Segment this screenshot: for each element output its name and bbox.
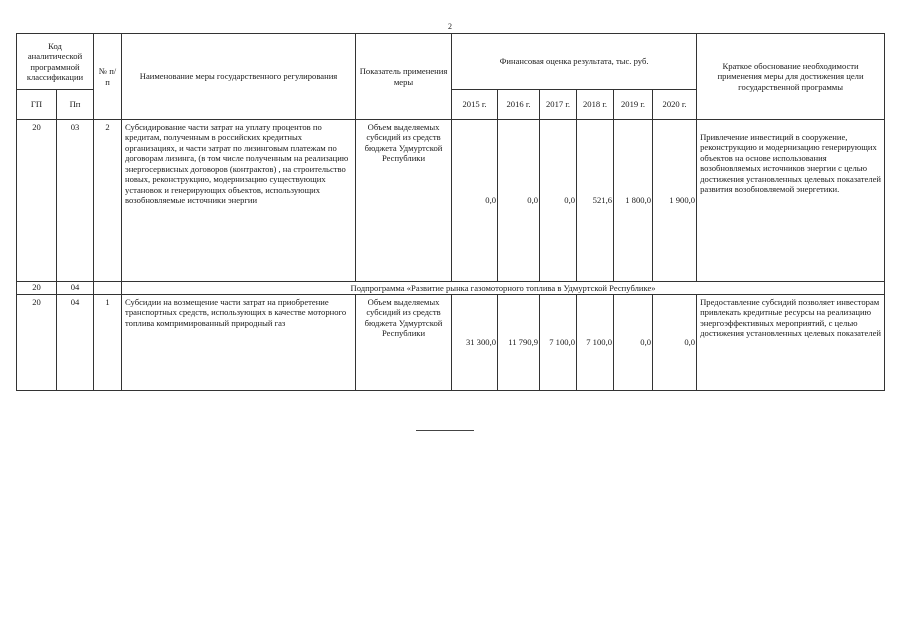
indicator-header: Показатель применения меры bbox=[356, 34, 452, 120]
table-row bbox=[17, 120, 885, 282]
value-cell: 0,0 bbox=[498, 120, 540, 282]
num-cell: 2 bbox=[94, 120, 122, 282]
year-header: 2017 г. bbox=[540, 90, 577, 120]
value-cell: 11 790,9 bbox=[498, 295, 540, 391]
measures-table bbox=[16, 33, 885, 391]
value-cell: 0,0 bbox=[614, 295, 653, 391]
value-cell: 1 800,0 bbox=[614, 120, 653, 282]
value-cell: 1 900,0 bbox=[653, 120, 697, 282]
pp-cell: 04 bbox=[57, 282, 94, 295]
year-header: 2016 г. bbox=[498, 90, 540, 120]
value-cell: 31 300,0 bbox=[452, 295, 498, 391]
measure-cell: Субсидирование части затрат на уплату процентов по кредитам, полученным в российских кредитных организациях, и части затрат по лизинговым платежам по договорам лизинга, (в том числе полученным на реализацию энергосервисных договоров (контрактов) , на строительство новых, реконструкцию, модернизацию существующих установок и генерирующих объектов, использующих возобновляемые источники энергии bbox=[122, 120, 356, 282]
table-row bbox=[17, 295, 885, 391]
value-cell: 0,0 bbox=[452, 120, 498, 282]
rationale-header: Краткое обоснование необходимости применения меры для достижения цели государственной программы bbox=[697, 34, 885, 120]
num-header: № п/п bbox=[94, 34, 122, 120]
indicator-cell: Объем выделяемых субсидий из средств бюджета Удмуртской Республики bbox=[356, 120, 452, 282]
measure-header: Наименование меры государственного регулирования bbox=[122, 34, 356, 120]
gp-cell: 20 bbox=[17, 120, 57, 282]
subprogram-row bbox=[17, 282, 885, 295]
finance-header: Финансовая оценка результата, тыс. руб. bbox=[452, 34, 697, 90]
code-header: Код аналитической программной классификации bbox=[17, 34, 94, 90]
value-cell: 7 100,0 bbox=[540, 295, 577, 391]
gp-cell: 20 bbox=[17, 282, 57, 295]
measure-cell: Субсидии на возмещение части затрат на приобретение транспортных средств, использующих в качестве моторного топлива компримированный природный газ bbox=[122, 295, 356, 391]
subprogram-title: Подпрограмма «Развитие рынка газомоторного топлива в Удмуртской Республике» bbox=[122, 282, 885, 295]
num-cell: 1 bbox=[94, 295, 122, 391]
end-divider bbox=[416, 430, 474, 431]
year-header: 2018 г. bbox=[577, 90, 614, 120]
year-header: 2019 г. bbox=[614, 90, 653, 120]
page-number: 2 bbox=[448, 22, 452, 31]
value-cell: 0,0 bbox=[653, 295, 697, 391]
pp-cell: 04 bbox=[57, 295, 94, 391]
value-cell: 521,6 bbox=[577, 120, 614, 282]
pp-cell: 03 bbox=[57, 120, 94, 282]
rationale-cell: Привлечение инвестиций в сооружение, реконструкцию и модернизацию генерирующих объектов на основе использования возобновляемых источников энергии с целью достижения установленных целевых показателей развития возобновляемой энергетики. bbox=[697, 120, 885, 282]
value-cell: 7 100,0 bbox=[577, 295, 614, 391]
year-header: 2020 г. bbox=[653, 90, 697, 120]
year-header: 2015 г. bbox=[452, 90, 498, 120]
value-cell: 0,0 bbox=[540, 120, 577, 282]
rationale-cell: Предоставление субсидий позволяет инвесторам привлекать кредитные ресурсы на реализацию энергоэффективных мероприятий, с целью достижения установленных целевых показателей bbox=[697, 295, 885, 391]
empty-cell bbox=[94, 282, 122, 295]
gp-cell: 20 bbox=[17, 295, 57, 391]
gp-header: ГП bbox=[17, 90, 57, 120]
indicator-cell: Объем выделяемых субсидий из средств бюджета Удмуртской Республики bbox=[356, 295, 452, 391]
pp-header: Пп bbox=[57, 90, 94, 120]
